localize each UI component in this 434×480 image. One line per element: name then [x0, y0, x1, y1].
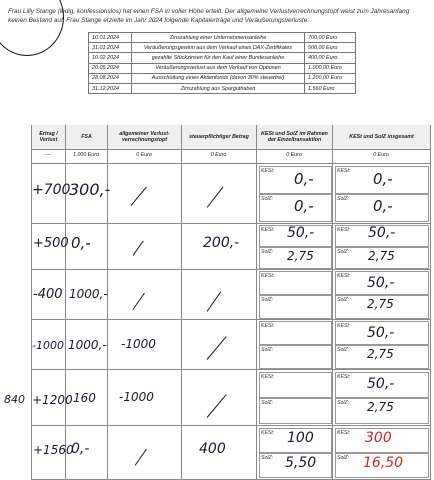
- table-row: [89, 73, 356, 83]
- hw-ertrag: -400: [33, 287, 63, 302]
- hw-topf: -1000: [119, 390, 154, 404]
- kest-label: KESt:: [337, 430, 351, 436]
- hw-kest: 50,-: [287, 225, 315, 241]
- kest-label: KESt:: [261, 374, 275, 380]
- header-betrag: steuerpflichtiger Betrag: [182, 125, 256, 149]
- hw-kest-total: 50,-: [368, 225, 396, 241]
- hw-solz-total: 2,75: [367, 297, 394, 311]
- tx-description: Ausschüttung eines Aktienfonds (davon 30% steuerfrei): [132, 73, 305, 83]
- hw-fsa: 0,-: [71, 441, 90, 457]
- solz-label: SolZ:: [261, 455, 274, 461]
- kest-label: KESt:: [337, 273, 351, 279]
- initial-topf: 0 Euro: [136, 152, 152, 158]
- hw-solz-total: 2,75: [367, 347, 394, 361]
- table-row: [89, 33, 356, 43]
- solz-label: SolZ:: [337, 400, 350, 406]
- hw-solz: 2,75: [287, 249, 314, 263]
- tx-description: Zinszahlung aus Sparguthaben: [132, 83, 305, 93]
- solz-label: SolZ:: [261, 347, 274, 353]
- hw-solz-total: 16,50: [363, 455, 404, 471]
- hw-solz: 5,50: [285, 455, 317, 471]
- tx-amount: 500,00 Euro: [305, 43, 356, 53]
- solz-label: SolZ:: [261, 400, 274, 406]
- initial-betrag: 0 Euro: [210, 152, 227, 158]
- tx-description: Zinszahlung einer Unternehmensanleihe: [132, 33, 305, 43]
- initial-gesamt: 0 Euro: [373, 152, 389, 158]
- hw-fsa: 160: [73, 391, 96, 405]
- header-einzel: KESt und SolZ im Rahmen der Einzeltransaktion: [257, 125, 332, 149]
- tx-date: 10.01.2024: [89, 33, 132, 43]
- tx-amount: 1.200,00 Euro: [305, 73, 356, 83]
- hw-kest-total: 50,-: [367, 376, 395, 392]
- header-ertrag: Ertrag / Verlust: [32, 125, 65, 149]
- hw-topf: -1000: [121, 337, 156, 351]
- hw-ertrag: +700: [32, 182, 71, 198]
- header-topf: allgemeiner Verlust-verrechnungstopf: [108, 125, 181, 149]
- table-row: [89, 83, 356, 93]
- solz-label: SolZ:: [261, 196, 274, 202]
- solz-label: SolZ:: [337, 196, 350, 202]
- calculation-grid: [31, 125, 431, 480]
- hw-betrag: 400: [199, 441, 226, 457]
- tx-amount: 700,00 Euro: [305, 33, 356, 43]
- tx-date: 28.08.2024: [89, 73, 132, 83]
- tx-date: 20.05.2024: [89, 63, 132, 73]
- hw-kest-total: 50,-: [367, 275, 395, 291]
- hw-kest: 100: [287, 430, 314, 446]
- hw-ertrag: +500: [33, 236, 69, 251]
- kest-label: KESt:: [337, 323, 351, 329]
- kest-label: KESt:: [261, 227, 275, 233]
- tx-amount: 1.000,00 Euro: [305, 63, 356, 73]
- table-row: [89, 43, 356, 53]
- tx-amount: 400,00 Euro: [305, 53, 356, 63]
- hw-fsa: 1000,-: [68, 338, 107, 352]
- tx-description: gezahlte Stückzinsen für den Kauf einer Bundesanleihe: [132, 53, 305, 63]
- solz-label: SolZ:: [337, 297, 350, 303]
- tx-date: 31.12.2024: [89, 83, 132, 93]
- hw-kest-total: 0,-: [373, 170, 393, 188]
- solz-label: SolZ:: [261, 297, 274, 303]
- transactions-table: [88, 32, 356, 94]
- table-row: [89, 63, 356, 73]
- kest-label: KESt:: [261, 273, 275, 279]
- kest-label: KESt:: [261, 168, 275, 174]
- header-gesamt: KESt und SolZ insgesamt: [333, 125, 430, 149]
- hw-solz-total: 2,75: [367, 400, 394, 414]
- hw-kest-total: 50,-: [367, 325, 395, 341]
- kest-label: KESt:: [337, 168, 351, 174]
- margin-note: 840: [4, 393, 25, 406]
- hw-solz: 0,-: [294, 197, 314, 215]
- solz-label: SolZ:: [261, 249, 274, 255]
- initial-einzel: 0 Euro: [286, 152, 302, 158]
- hw-ertrag: +1200: [32, 393, 73, 407]
- tx-description: Veräußerungsgewinn aus dem Verkauf eines DAX-Zertifikates: [132, 43, 305, 53]
- table-row: [89, 53, 356, 63]
- kest-label: KESt:: [261, 430, 275, 436]
- initial-fsa: 1.000 Euro: [73, 152, 99, 158]
- initial-ertrag: ---: [45, 152, 51, 158]
- hw-fsa: 0,-: [71, 234, 91, 252]
- tx-date: 31.01.2024: [89, 43, 132, 53]
- kest-label: KESt:: [337, 374, 351, 380]
- hw-betrag: 200,-: [203, 235, 240, 251]
- hw-ertrag: -1000: [32, 339, 64, 352]
- hw-solz-total: 0,-: [373, 197, 393, 215]
- solz-label: SolZ:: [337, 347, 350, 353]
- tx-amount: 1.560 Euro: [305, 83, 356, 93]
- hw-ertrag: +1560: [33, 443, 74, 457]
- hw-fsa: 300,-: [69, 180, 111, 199]
- header-fsa: FSA: [66, 125, 107, 149]
- intro-paragraph: Frau Lilly Stange (ledig, konfessionslos) hat einen FSA in voller Höhe erteilt. Der allgemeine Verlustverrechnungstopf weist zum Jahresanfang keinen Bestand auf. Frau Stange erzielte im Jahr 2024 folgende Kapitalerträge und Veräußerungsverluste:: [8, 8, 410, 24]
- hw-fsa: 1000,-: [69, 287, 108, 301]
- hw-kest-total: 300: [365, 430, 392, 446]
- tx-description: Veräußerungsverlust aus dem Verkauf von Optionen: [132, 63, 305, 73]
- hw-kest: 0,-: [294, 170, 314, 188]
- solz-label: SolZ:: [337, 455, 350, 461]
- solz-label: SolZ:: [337, 249, 350, 255]
- tx-date: 10.02.2024: [89, 53, 132, 63]
- kest-label: KESt:: [337, 227, 351, 233]
- hw-solz-total: 2,75: [368, 249, 395, 263]
- kest-label: KESt:: [261, 323, 275, 329]
